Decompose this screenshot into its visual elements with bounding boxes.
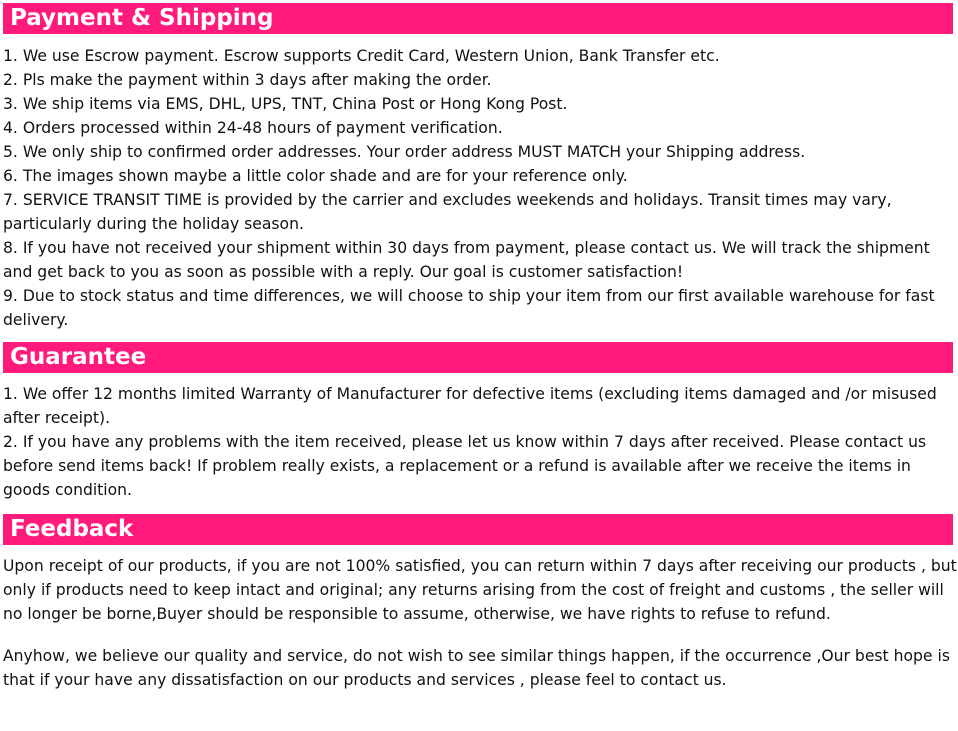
guarantee-list: [3, 382, 958, 502]
payment-shipping-item-1: 1. 1. We use Escrow payment. Escrow supports Credit Card, Western Union, Bank Transfer etc.: [3, 44, 958, 68]
guarantee-item-1: 1. 1. We offer 12 months limited Warranty of Manufacturer for defective items (excluding items damaged and /or misused after receipt).: [3, 382, 958, 430]
feedback-paragraph-2: Anyhow, we believe our quality and service, do not wish to see similar things happen, if the occurrence ,Our best hope is that if your have any dissatisfaction on our products and services , please feel to contact us.: [3, 647, 950, 689]
payment-shipping-item-6: 6. 6. The images shown maybe a little color shade and are for your reference only.: [3, 164, 958, 188]
payment-shipping-header: Payment & Shipping: [3, 3, 953, 34]
payment-shipping-item-3: 3. 3. We ship items via EMS, DHL, UPS, TNT, China Post or Hong Kong Post.: [3, 92, 958, 116]
guarantee-item-2: 2. 2. If you have any problems with the item received, please let us know within 7 days after received. Please contact us before send items back! If problem really exists, a replacement or a refund is available after we receive the items in goods condition.: [3, 430, 958, 502]
feedback-header: Feedback: [3, 514, 953, 545]
payment-shipping-list: [3, 44, 958, 332]
payment-shipping-item-9: 9. 9. Due to stock status and time differences, we will choose to ship your item from our first available warehouse for fast delivery.: [3, 284, 958, 332]
payment-shipping-item-5: 5. 5. We only ship to confirmed order addresses. Your order address MUST MATCH your Shipping address.: [3, 140, 958, 164]
feedback-body: [3, 554, 958, 692]
guarantee-header: Guarantee: [3, 342, 953, 373]
payment-shipping-item-7: 7. 7. SERVICE TRANSIT TIME is provided by the carrier and excludes weekends and holidays. Transit times may vary, particularly during the holiday season.: [3, 188, 958, 236]
payment-shipping-item-8: 8. 8. If you have not received your shipment within 30 days from payment, please contact us. We will track the shipment and get back to you as soon as possible with a reply. Our goal is customer satisfaction!: [3, 236, 958, 284]
payment-shipping-item-2: 2. 2. Pls make the payment within 3 days after making the order.: [3, 68, 958, 92]
feedback-paragraph-1: Upon receipt of our products, if you are not 100% satisfied, you can return within 7 days after receiving our products , but only if products need to keep intact and original; any returns arising from the cost of freight and customs , the seller will no longer be borne,Buyer should be responsible to assume, otherwise, we have rights to refuse to refund.: [3, 557, 957, 623]
payment-shipping-item-4: 4. 4. Orders processed within 24-48 hours of payment verification.: [3, 116, 958, 140]
